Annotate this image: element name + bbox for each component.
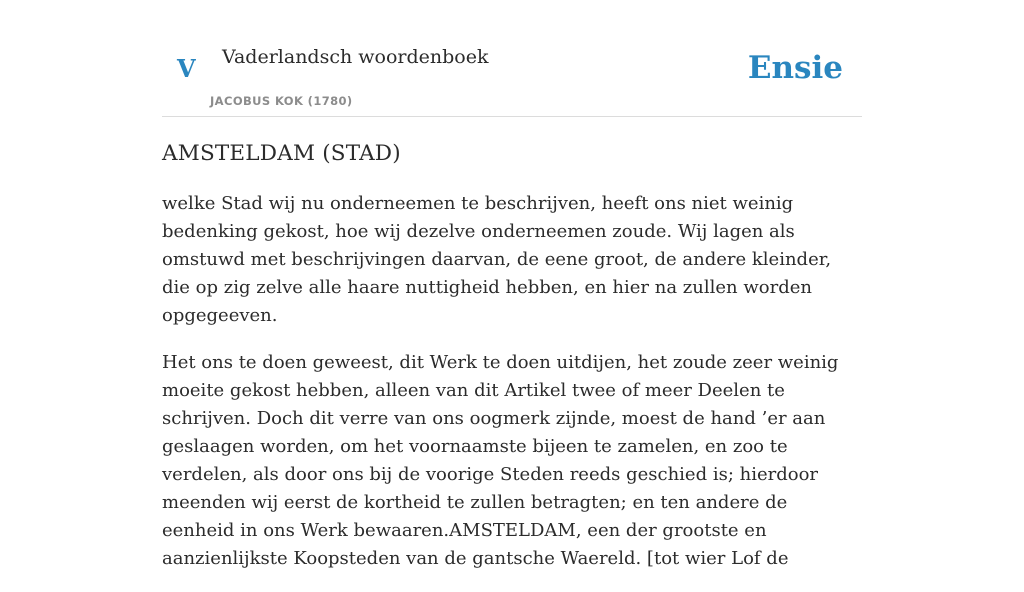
brand-logo-link[interactable]: Ensie (747, 50, 843, 86)
entry-paragraph: Het ons te doen geweest, dit Werk te doen uitdijen, het zoude zeer weinig moeite gekost hebben, alleen van dit Artikel twee of meer Deelen te schrijven. Doch dit verre van ons oogmerk zijnde, moest de hand ’er aan geslaagen worden, om het voornaamste bijeen te zamelen, en zoo te verdelen, als door ons bij de voorige Steden reeds geschied is; hierdoor meenden wij eerst de kortheid te zullen betragten; en ten andere de eenheid in ons Werk bewaaren.AMSTELDAM, een der grootste en aanzienlijkste Koopsteden van de gantsche Waereld. [tot wier Lof de (162, 352, 839, 569)
page-header (162, 0, 862, 117)
page (162, 0, 862, 592)
entry-body (162, 190, 862, 573)
entry-paragraph: welke Stad wij nu onderneemen te beschrijven, heeft ons niet weinig bedenking gekost, hoe wij dezelve onderneemen zoude. Wij lagen als omstuwd met beschrijvingen daarvan, de eene groot, de andere kleinder, die op zig zelve alle haare nuttigheid hebben, en hier na zullen worden opgegeeven. (162, 193, 832, 326)
book-title-link[interactable]: Vaderlandsch woordenboek (222, 46, 489, 68)
book-author: JACOBUS KOK (1780) (210, 94, 353, 108)
entry-title: AMSTELDAM (STAD) (162, 141, 401, 166)
book-letter-icon[interactable]: V (177, 54, 196, 83)
